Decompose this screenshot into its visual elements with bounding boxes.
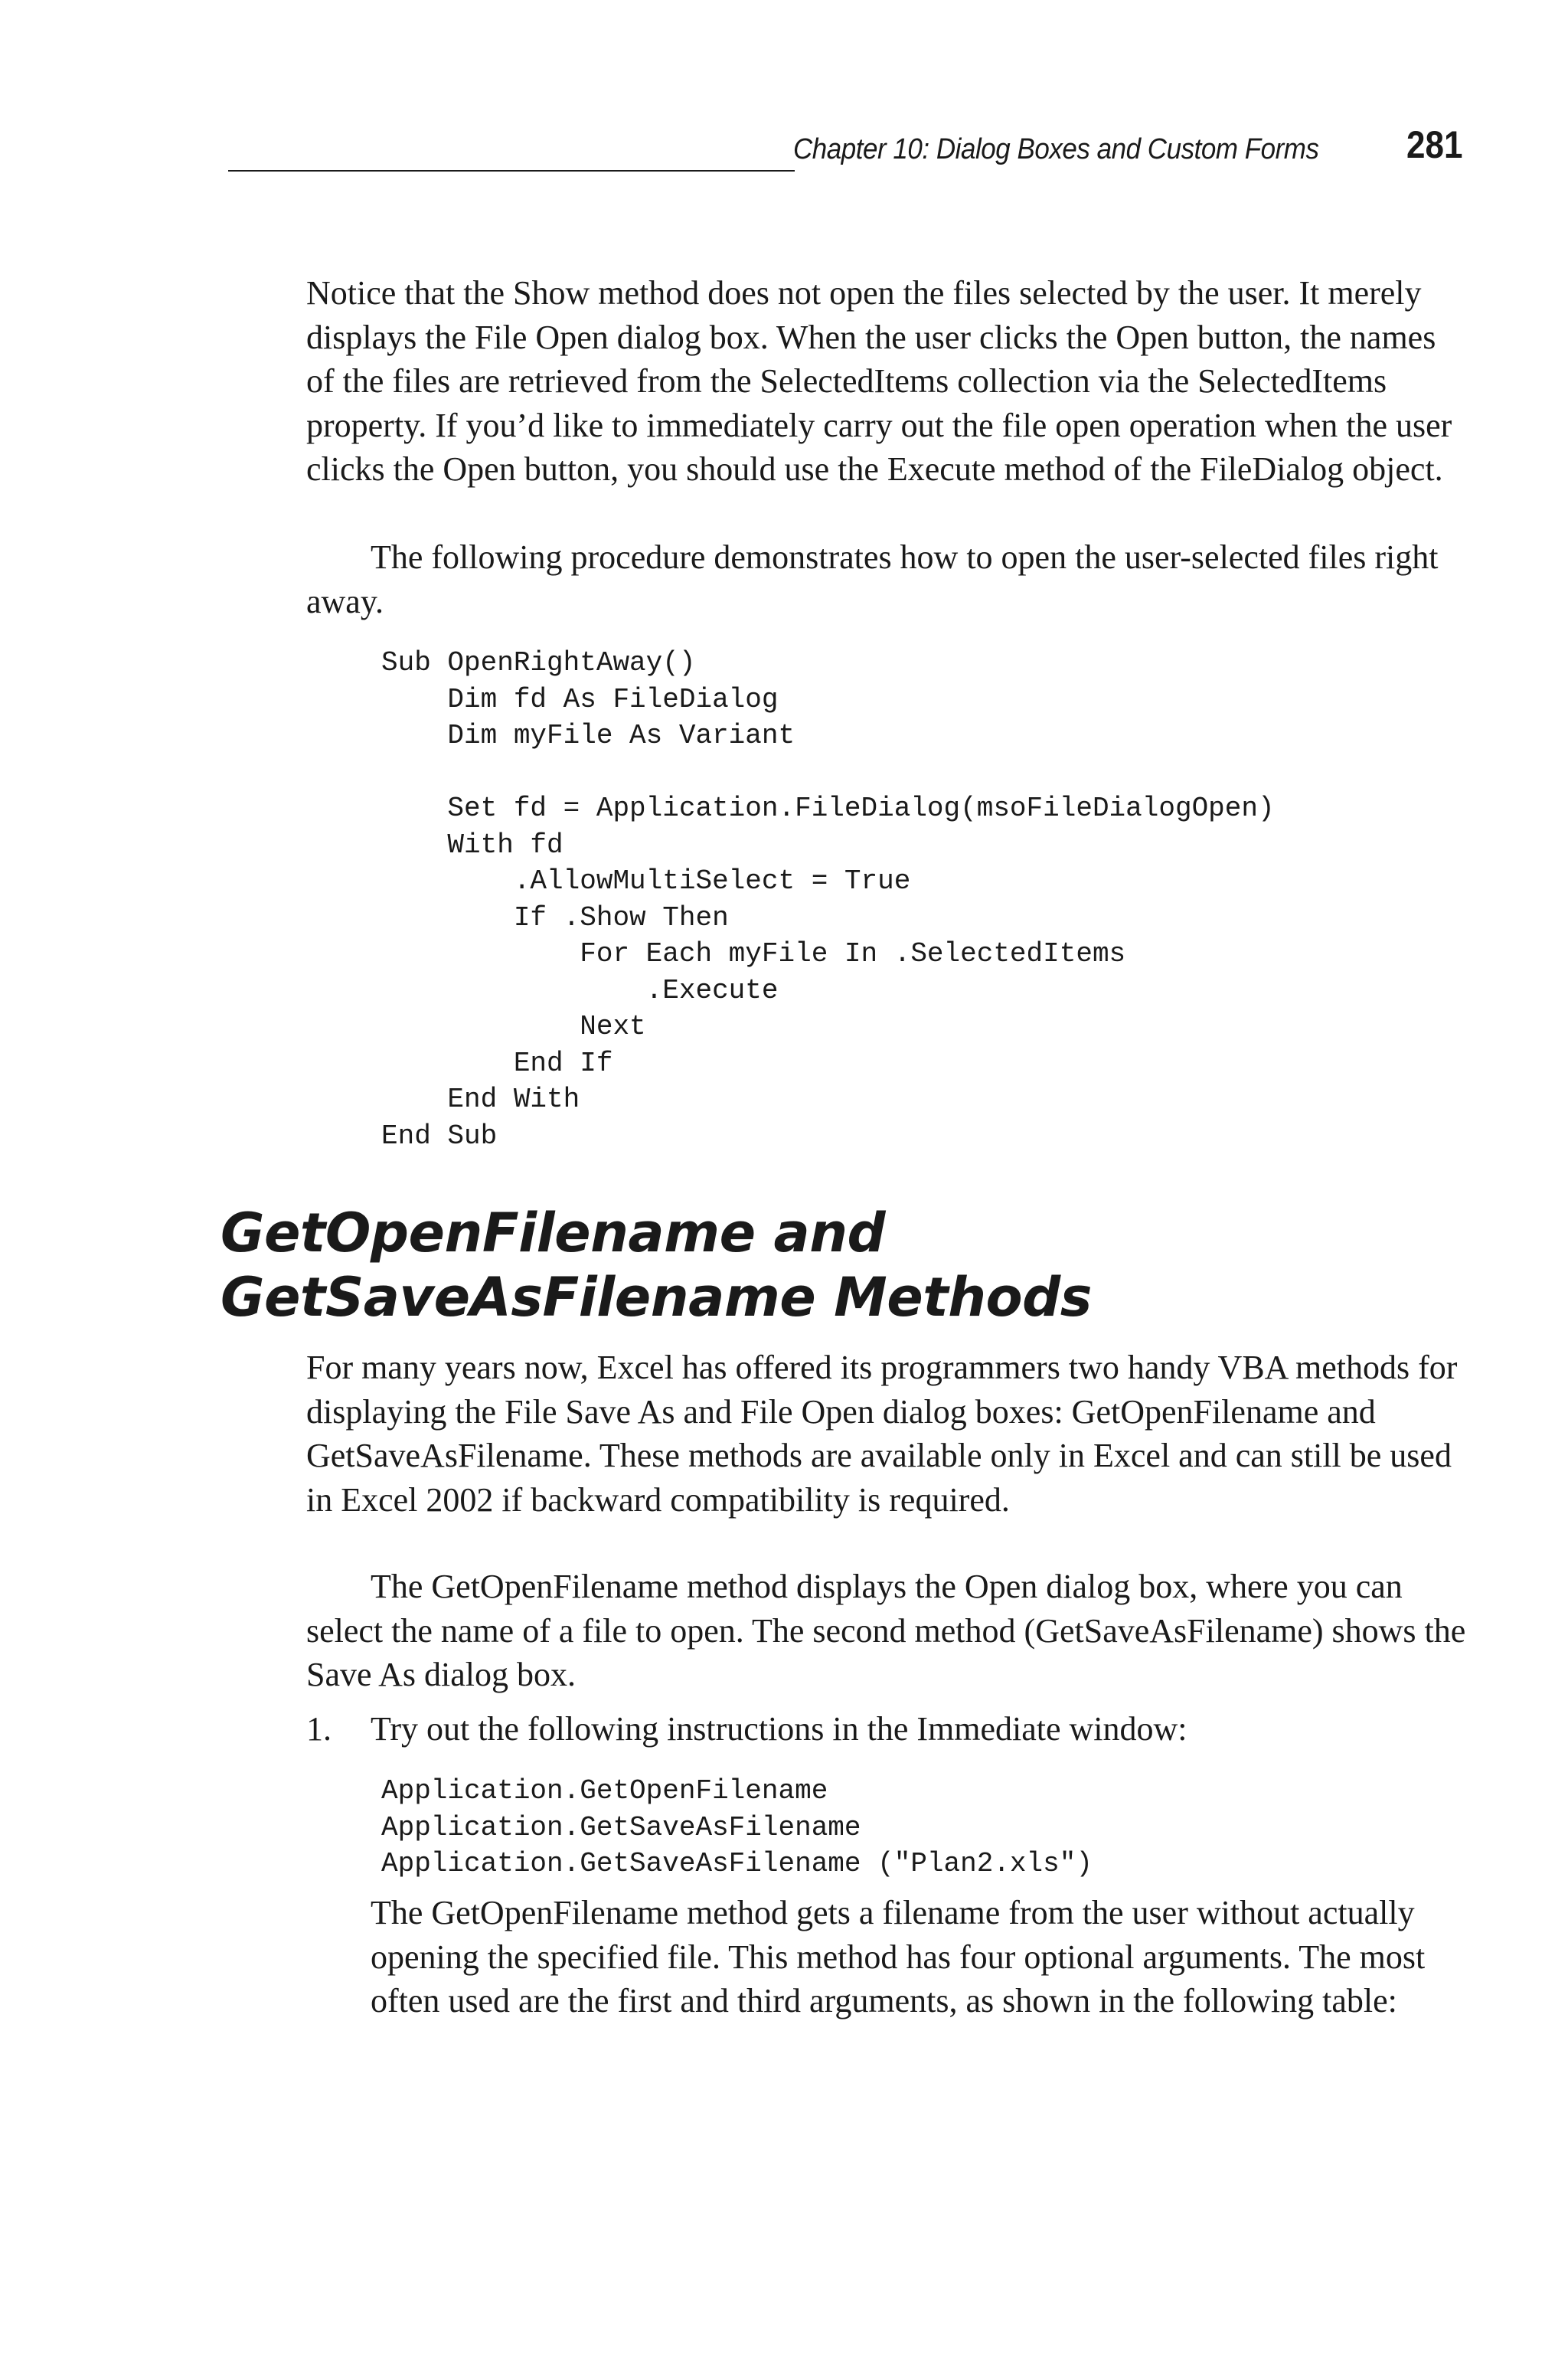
paragraph-following-procedure: The following procedure demonstrates how to open the user-selected files right away.	[306, 538, 1439, 620]
step-number: 1.	[306, 1710, 332, 1748]
section-heading-line-2: GetSaveAsFilename Methods	[220, 1266, 1092, 1329]
header-rule	[228, 170, 795, 172]
chapter-title: Chapter 10: Dialog Boxes and Custom Forms	[793, 133, 1319, 165]
paragraph-many-years: For many years now, Excel has offered its programmers two handy VBA methods for displaying the File Save As and File Open dialog boxes: GetOpenFilename and GetSaveAsFilename. These methods are available only in Excel and can still be used in Excel 2002 if backward compatibility is required.	[306, 1349, 1458, 1519]
paragraph-getopenfilename-method: The GetOpenFilename method displays the Open dialog box, where you can select the name of a file to open. The second method (GetSaveAsFilename) shows the Save As dialog box.	[306, 1568, 1466, 1693]
section-heading-line-1: GetOpenFilename and	[220, 1202, 886, 1264]
paragraph-show-method: Notice that the Show method does not open the files selected by the user. It merely displays the File Open dialog box. When the user clicks the Open button, the names of the files are retrieved from the SelectedItems collection via the SelectedItems property. If you’d like to immediately carry out the file open operation when the user clicks the Open button, you should use the Execute method of the FileDialog object.	[306, 274, 1452, 488]
section-heading	[220, 1201, 1476, 1329]
paragraph-getopenfilename-args: The GetOpenFilename method gets a filename from the user without actually opening the specified file. This method has four optional arguments. The most often used are the first and third arguments, as shown in the following table:	[371, 1894, 1426, 2020]
code-block-immediate-window: Application.GetOpenFilename Application.GetSaveAsFilename Application.GetSaveAsFilename ("Plan2.xls")	[381, 1775, 1093, 1879]
page-number: 281	[1406, 123, 1462, 166]
running-header	[228, 123, 1462, 178]
code-block-open-right-away: Sub OpenRightAway() Dim fd As FileDialog Dim myFile As Variant Set fd = Application.FileDialog(msoFileDialogOpen) With fd .AllowMultiSelect = True If .Show Then For Each myFile In .SelectedItems .Execute Next End If End With End Sub	[381, 647, 1275, 1152]
step-text: Try out the following instructions in the Immediate window:	[371, 1710, 1187, 1748]
